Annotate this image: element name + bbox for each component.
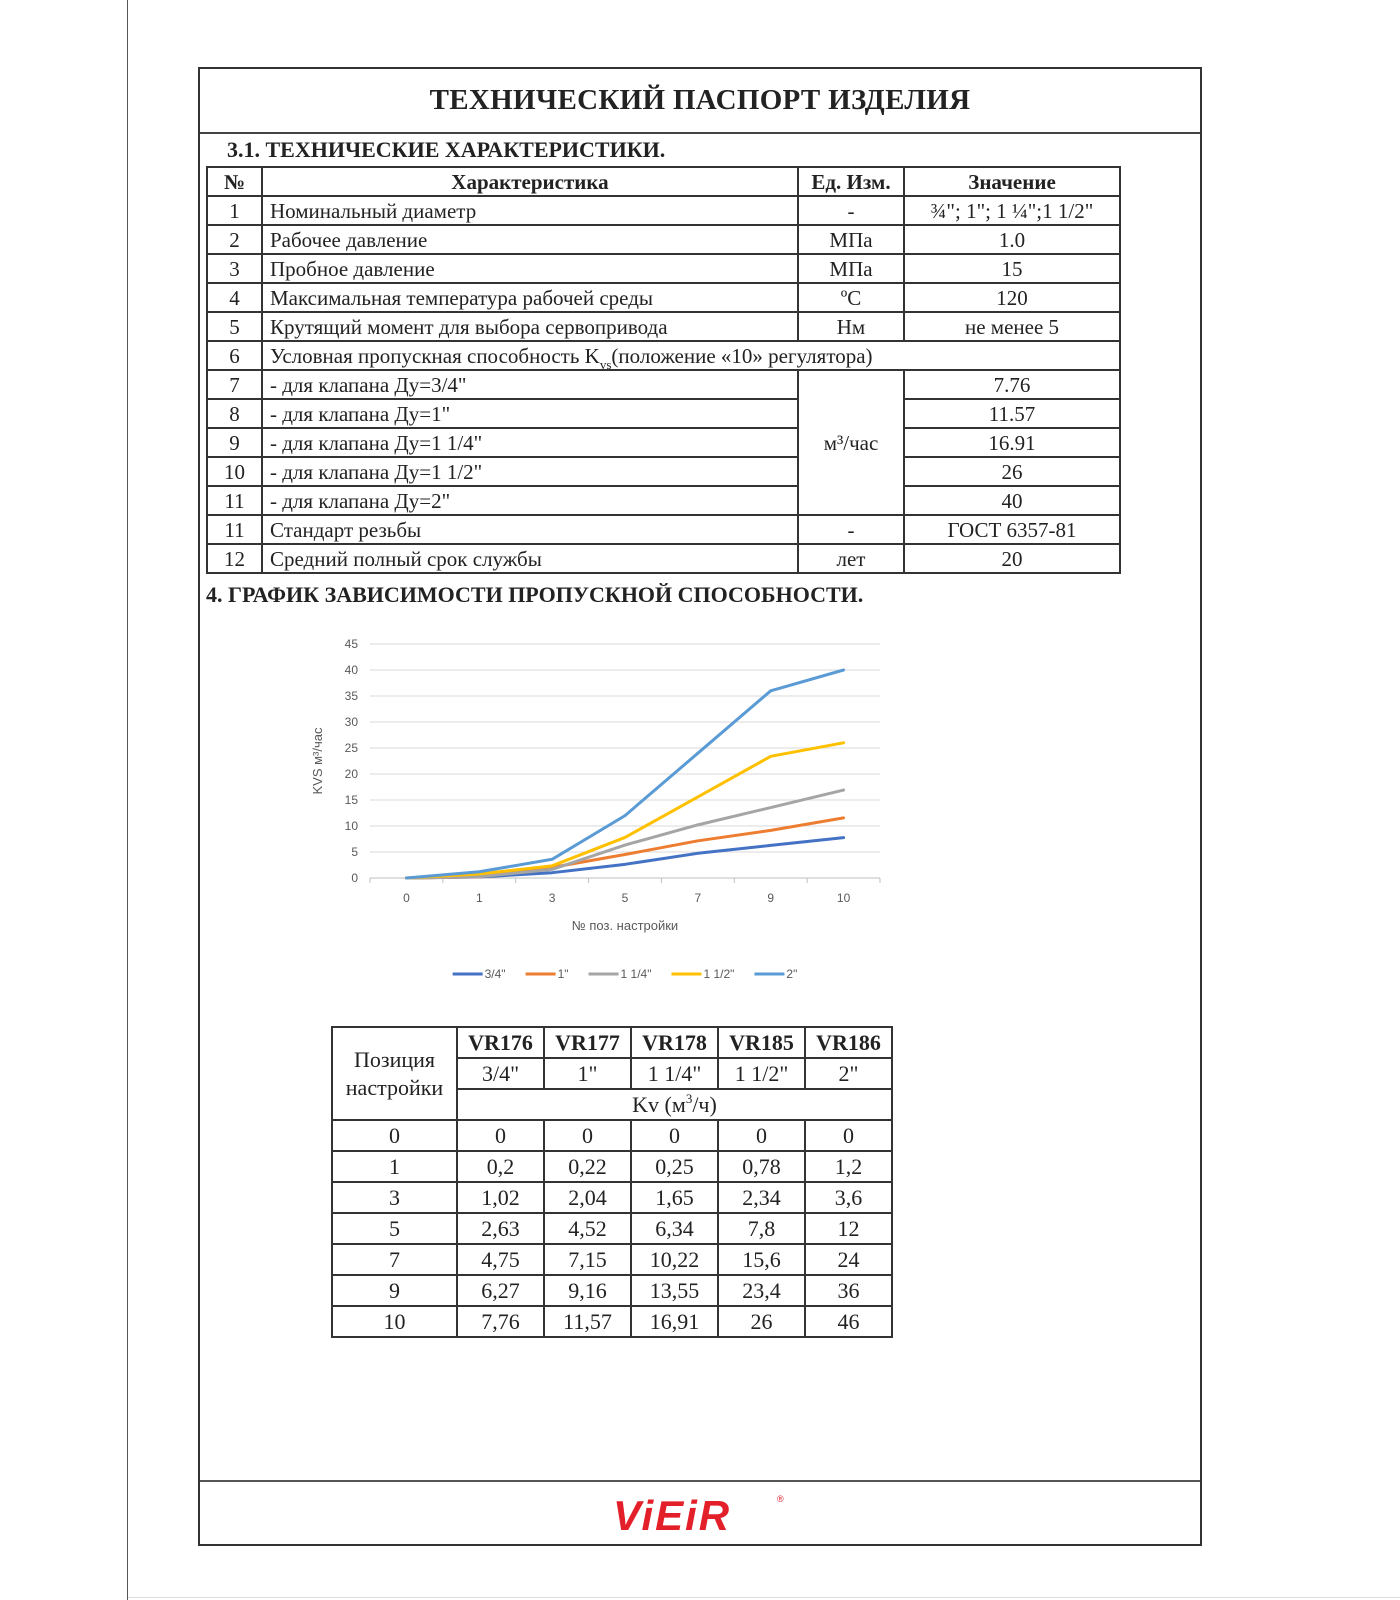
spec-value: ГОСТ 6357-81 [904, 515, 1120, 544]
spec-name: Номинальный диаметр [262, 196, 798, 225]
kv-models-row [332, 1027, 892, 1058]
legend-label: 1 1/2" [703, 967, 735, 981]
spec-unit: МПа [798, 225, 904, 254]
kv-chart [280, 616, 920, 1016]
document-title: ТЕХНИЧЕСКИЙ ПАСПОРТ ИЗДЕЛИЯ [200, 69, 1200, 134]
kv-value: 23,4 [718, 1275, 805, 1306]
kv-value: 3,6 [805, 1182, 892, 1213]
x-tick-label: 9 [767, 891, 775, 905]
kv-value: 0,22 [544, 1151, 631, 1182]
section-chart-heading: 4. ГРАФИК ЗАВИСИМОСТИ ПРОПУСКНОЙ СПОСОБНОСТИ. [206, 582, 864, 607]
kv-value: 0 [805, 1120, 892, 1151]
kv-table-row [332, 1151, 892, 1182]
kv-value: 6,34 [631, 1213, 718, 1244]
kv-value: 16,91 [631, 1306, 718, 1337]
col-number-header: № [207, 167, 262, 196]
kv-table-row [332, 1244, 892, 1275]
y-tick-label: 45 [344, 637, 358, 651]
kvs-text: Условная пропускная способность K [270, 343, 600, 368]
col-value-header: Значение [904, 167, 1120, 196]
x-axis-title: № поз. настройки [571, 918, 679, 933]
kv-unit-label [457, 1089, 892, 1120]
kv-value: 4,75 [457, 1244, 544, 1275]
kv-model-header: VR186 [805, 1027, 892, 1058]
spec-number: 7 [207, 370, 262, 399]
kv-value: 36 [805, 1275, 892, 1306]
spec-number: 11 [207, 515, 262, 544]
spec-number: 2 [207, 225, 262, 254]
kv-value: 15,6 [718, 1244, 805, 1275]
kv-value: 24 [805, 1244, 892, 1275]
kv-position: 1 [332, 1151, 457, 1182]
kv-unit-sup: 3 [685, 1091, 693, 1106]
kv-value: 7,76 [457, 1306, 544, 1337]
spec-value: 15 [904, 254, 1120, 283]
kv-value: 7,8 [718, 1213, 805, 1244]
kv-value: 0 [718, 1120, 805, 1151]
specs-row [207, 428, 1120, 457]
spec-kvs-unit [798, 370, 904, 515]
y-tick-label: 5 [351, 845, 358, 859]
kv-value: 7,15 [544, 1244, 631, 1275]
spec-value: не менее 5 [904, 312, 1120, 341]
kv-value: 1,2 [805, 1151, 892, 1182]
kv-model-header: VR178 [631, 1027, 718, 1058]
spec-number: 1 [207, 196, 262, 225]
legend-label: 2" [786, 967, 798, 981]
spec-value: ¾"; 1"; 1 ¼";1 1/2" [904, 196, 1120, 225]
specs-row [207, 225, 1120, 254]
col-characteristic-header: Характеристика [262, 167, 798, 196]
kv-value: 1,65 [631, 1182, 718, 1213]
kvs-text-end: (положение «10» регулятора) [611, 343, 873, 368]
y-axis-title: KVS м³/час [310, 727, 325, 795]
kv-value: 0,25 [631, 1151, 718, 1182]
x-tick-label: 0 [403, 891, 410, 905]
spec-value: 40 [904, 486, 1120, 515]
spec-number: 9 [207, 428, 262, 457]
specs-row [207, 283, 1120, 312]
x-tick-label: 3 [548, 891, 556, 905]
specs-row [207, 370, 1120, 399]
legend-label: 3/4" [484, 967, 506, 981]
specs-table [206, 166, 1121, 574]
kv-chart-svg [280, 616, 920, 1016]
series-line-3 [406, 743, 843, 878]
specs-row [207, 457, 1120, 486]
kv-value: 4,52 [544, 1213, 631, 1244]
spec-name: Максимальная температура рабочей среды [262, 283, 798, 312]
kv-value: 13,55 [631, 1275, 718, 1306]
legend-label: 1" [557, 967, 569, 981]
kv-value: 6,27 [457, 1275, 544, 1306]
spec-number: 8 [207, 399, 262, 428]
specs-row [207, 544, 1120, 573]
svg-text:®: ® [777, 1494, 784, 1504]
svg-text:ViEiR: ViEiR [613, 1492, 732, 1539]
specs-row [207, 196, 1120, 225]
spec-name: - для клапана Ду=1 1/2" [262, 457, 798, 486]
page-edge-line [127, 0, 128, 1600]
specs-header-row [207, 167, 1120, 196]
kv-value: 10,22 [631, 1244, 718, 1275]
x-tick-label: 1 [475, 891, 483, 905]
spec-name: - для клапана Ду=2" [262, 486, 798, 515]
kv-value: 26 [718, 1306, 805, 1337]
kv-position: 9 [332, 1275, 457, 1306]
kv-table-row [332, 1213, 892, 1244]
col-unit-header: Ед. Изм. [798, 167, 904, 196]
kv-model-header: VR177 [544, 1027, 631, 1058]
kvs-subscript: vs [599, 356, 612, 372]
spec-name: - для клапана Ду=1 1/4" [262, 428, 798, 457]
kv-position: 3 [332, 1182, 457, 1213]
spec-name: - для клапана Ду=3/4" [262, 370, 798, 399]
x-tick-label: 10 [836, 891, 851, 905]
spec-unit: лет [798, 544, 904, 573]
kv-table-row [332, 1275, 892, 1306]
kv-value: 2,04 [544, 1182, 631, 1213]
kv-value: 46 [805, 1306, 892, 1337]
x-tick-label: 7 [694, 891, 702, 905]
kvs-unit-text: м³/час [823, 430, 879, 455]
y-tick-label: 20 [344, 767, 358, 781]
spec-name: Рабочее давление [262, 225, 798, 254]
kv-value: 0,2 [457, 1151, 544, 1182]
footer-divider [200, 1480, 1200, 1482]
kv-table [331, 1026, 893, 1338]
specs-row [207, 515, 1120, 544]
spec-name: Средний полный срок службы [262, 544, 798, 573]
kv-value: 2,34 [718, 1182, 805, 1213]
kv-value: 12 [805, 1213, 892, 1244]
y-tick-label: 10 [344, 819, 358, 833]
spec-unit: Нм [798, 312, 904, 341]
spec-number: 3 [207, 254, 262, 283]
spec-name: Пробное давление [262, 254, 798, 283]
document-frame [198, 67, 1202, 1546]
kv-value: 1,02 [457, 1182, 544, 1213]
spec-name: - для клапана Ду=1" [262, 399, 798, 428]
y-tick-label: 25 [344, 741, 358, 755]
spec-unit: - [798, 515, 904, 544]
vieir-logo-mark [605, 1490, 795, 1540]
kv-position-header: Позиция настройки [332, 1027, 457, 1120]
kv-model-header: VR176 [457, 1027, 544, 1058]
specs-row [207, 399, 1120, 428]
y-tick-label: 40 [344, 663, 358, 677]
specs-row-kvs [207, 341, 1120, 370]
spec-kvs-description [262, 341, 1120, 370]
spec-number: 12 [207, 544, 262, 573]
kv-value: 9,16 [544, 1275, 631, 1306]
specs-row [207, 254, 1120, 283]
kv-size-header: 1 1/2" [718, 1058, 805, 1089]
y-tick-label: 30 [344, 715, 358, 729]
kv-size-header: 2" [805, 1058, 892, 1089]
kv-size-header: 3/4" [457, 1058, 544, 1089]
kv-position: 0 [332, 1120, 457, 1151]
kv-size-header: 1 1/4" [631, 1058, 718, 1089]
y-tick-label: 15 [344, 793, 358, 807]
kv-unit-text-end: /ч) [692, 1092, 717, 1117]
kv-model-header: VR185 [718, 1027, 805, 1058]
specs-row [207, 486, 1120, 515]
kv-table-row [332, 1306, 892, 1337]
section-specs-heading: 3.1. ТЕХНИЧЕСКИЕ ХАРАКТЕРИСТИКИ. [227, 137, 666, 162]
y-tick-label: 35 [344, 689, 358, 703]
spec-value: 7.76 [904, 370, 1120, 399]
page-bottom-line [128, 1597, 1400, 1598]
spec-unit: ºС [798, 283, 904, 312]
kv-unit-text: Kv (м [632, 1092, 686, 1117]
spec-number: 5 [207, 312, 262, 341]
spec-value: 1.0 [904, 225, 1120, 254]
vieir-logo [200, 1490, 1200, 1545]
x-tick-label: 5 [621, 891, 629, 905]
spec-number: 4 [207, 283, 262, 312]
spec-value: 16.91 [904, 428, 1120, 457]
legend-label: 1 1/4" [620, 967, 652, 981]
chart-section [206, 578, 1196, 1338]
kv-position: 10 [332, 1306, 457, 1337]
kv-table-row [332, 1182, 892, 1213]
kv-size-header: 1" [544, 1058, 631, 1089]
kv-position: 5 [332, 1213, 457, 1244]
spec-number: 6 [207, 341, 262, 370]
series-line-1 [406, 818, 843, 878]
spec-value: 11.57 [904, 399, 1120, 428]
kv-position: 7 [332, 1244, 457, 1275]
y-tick-label: 0 [351, 871, 358, 885]
kv-value: 0 [631, 1120, 718, 1151]
spec-value: 20 [904, 544, 1120, 573]
spec-name: Стандарт резьбы [262, 515, 798, 544]
kv-value: 0 [457, 1120, 544, 1151]
kv-table-row [332, 1120, 892, 1151]
spec-value: 26 [904, 457, 1120, 486]
spec-name: Крутящий момент для выбора сервопривода [262, 312, 798, 341]
spec-unit: МПа [798, 254, 904, 283]
kv-value: 11,57 [544, 1306, 631, 1337]
spec-number: 10 [207, 457, 262, 486]
kv-value: 0 [544, 1120, 631, 1151]
spec-value: 120 [904, 283, 1120, 312]
kv-value: 0,78 [718, 1151, 805, 1182]
kv-value: 2,63 [457, 1213, 544, 1244]
specs-row [207, 312, 1120, 341]
spec-number: 11 [207, 486, 262, 515]
spec-unit: - [798, 196, 904, 225]
